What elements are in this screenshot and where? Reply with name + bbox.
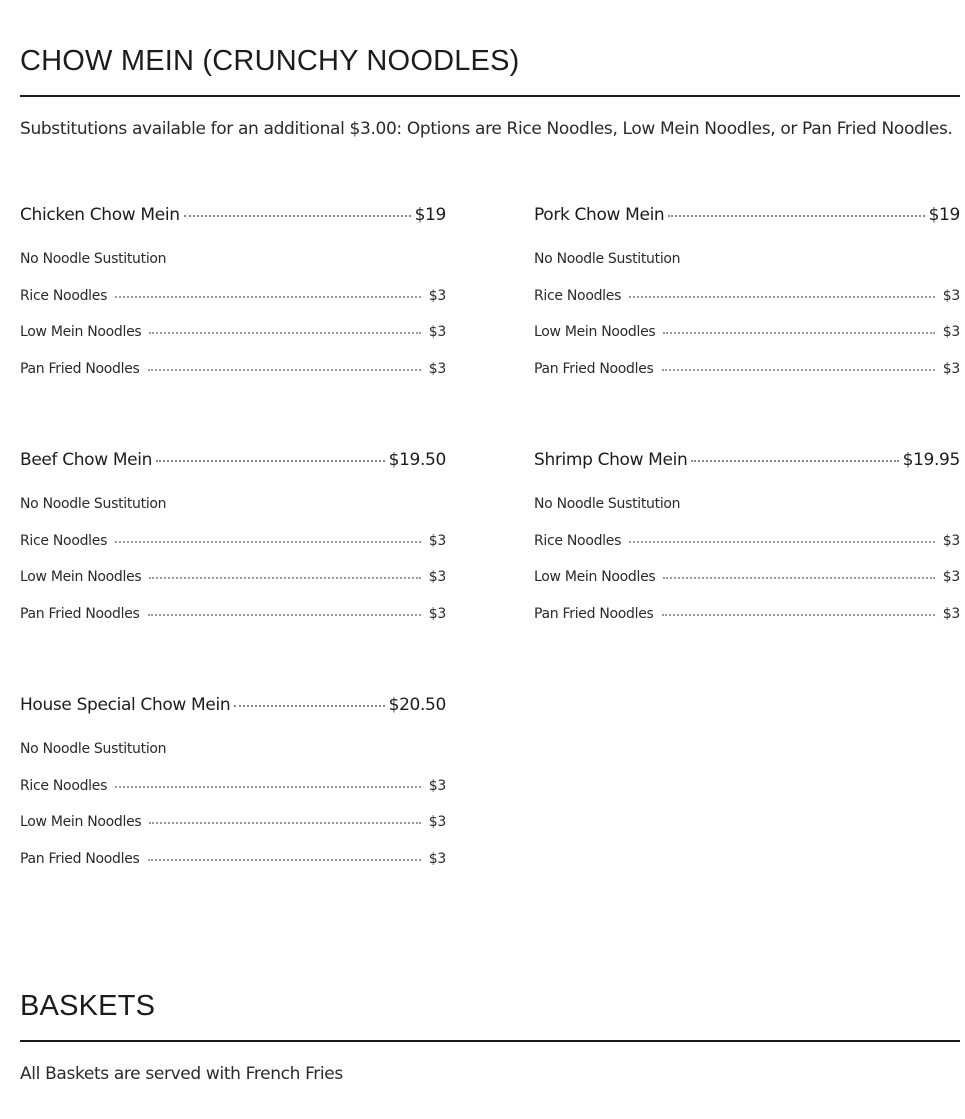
dot-leader [662, 369, 935, 371]
section-title-chow-mein: CHOW MEIN (CRUNCHY NOODLES) [20, 45, 520, 77]
option-price: $3 [942, 605, 960, 622]
substitution-option [534, 533, 960, 551]
section-description: All Baskets are served with French Fries [20, 1064, 343, 1084]
menu-item-chicken-chow-mein [20, 205, 446, 379]
menu-item-pork-chow-mein [534, 205, 960, 379]
item-name: Shrimp Chow Mein [534, 450, 688, 470]
dot-leader [691, 460, 898, 462]
dot-leader [668, 215, 924, 217]
option-name: Low Mein Noodles [534, 569, 656, 585]
no-substitution-note: No Noodle Sustitution [20, 741, 167, 757]
item-price: $19 [414, 205, 446, 225]
item-price: $19 [928, 205, 960, 225]
option-price: $3 [428, 814, 446, 830]
dot-leader [629, 296, 935, 298]
substitution-option [534, 569, 960, 587]
dot-leader [115, 296, 421, 298]
substitution-option [20, 324, 446, 342]
option-price: $3 [942, 532, 960, 549]
option-price: $3 [428, 569, 446, 585]
substitution-option [534, 606, 960, 624]
option-name: Low Mein Noodles [20, 324, 142, 340]
option-price: $3 [428, 532, 446, 549]
option-name: Low Mein Noodles [20, 814, 142, 830]
section-description: Substitutions available for an additional $3.00: Options are Rice Noodles, Low Mein Noodles, or Pan Fried Noodles. [20, 119, 953, 139]
option-name: Rice Noodles [20, 532, 108, 549]
substitution-option [20, 814, 446, 832]
dot-leader [149, 332, 420, 334]
dot-leader [184, 215, 411, 217]
dot-leader [149, 577, 420, 579]
item-header [20, 450, 446, 474]
substitution-option [534, 361, 960, 379]
option-name: Low Mein Noodles [534, 324, 656, 340]
substitution-option [20, 778, 446, 796]
dot-leader [663, 577, 934, 579]
menu-item-beef-chow-mein [20, 450, 446, 624]
item-price: $19.50 [388, 450, 446, 470]
option-name: Pan Fried Noodles [534, 360, 654, 377]
option-name: Pan Fried Noodles [20, 360, 140, 377]
item-name: House Special Chow Mein [20, 695, 231, 715]
option-price: $3 [428, 605, 446, 622]
option-price: $3 [428, 850, 446, 867]
option-name: Pan Fried Noodles [20, 605, 140, 622]
option-name: Pan Fried Noodles [20, 850, 140, 867]
dot-leader [148, 614, 421, 616]
no-substitution-note: No Noodle Sustitution [534, 496, 681, 512]
dot-leader [156, 460, 385, 462]
option-name: Pan Fried Noodles [534, 605, 654, 622]
dot-leader [629, 541, 935, 543]
option-price: $3 [428, 777, 446, 794]
dot-leader [149, 822, 420, 824]
substitution-option [534, 324, 960, 342]
option-name: Rice Noodles [20, 287, 108, 304]
section-title-baskets: BASKETS [20, 990, 156, 1022]
item-name: Pork Chow Mein [534, 205, 665, 225]
option-price: $3 [942, 324, 960, 340]
item-price: $19.95 [902, 450, 960, 470]
substitution-option [20, 361, 446, 379]
section-divider [20, 95, 960, 97]
dot-leader [662, 614, 935, 616]
item-price: $20.50 [388, 695, 446, 715]
option-name: Rice Noodles [20, 777, 108, 794]
item-header [534, 205, 960, 229]
item-name: Chicken Chow Mein [20, 205, 180, 225]
no-substitution-note: No Noodle Sustitution [20, 496, 167, 512]
no-substitution-note: No Noodle Sustitution [20, 251, 167, 267]
option-price: $3 [942, 287, 960, 304]
section-divider [20, 1040, 960, 1042]
option-name: Rice Noodles [534, 532, 622, 549]
substitution-option [534, 288, 960, 306]
item-header [20, 205, 446, 229]
option-name: Rice Noodles [534, 287, 622, 304]
menu-item-house-special-chow-mein [20, 695, 446, 869]
no-substitution-note: No Noodle Sustitution [534, 251, 681, 267]
substitution-option [20, 533, 446, 551]
option-name: Low Mein Noodles [20, 569, 142, 585]
option-price: $3 [942, 569, 960, 585]
item-name: Beef Chow Mein [20, 450, 153, 470]
item-header [20, 695, 446, 719]
option-price: $3 [428, 360, 446, 377]
substitution-option [20, 606, 446, 624]
menu-item-shrimp-chow-mein [534, 450, 960, 624]
option-price: $3 [942, 360, 960, 377]
substitution-option [20, 569, 446, 587]
option-price: $3 [428, 287, 446, 304]
dot-leader [234, 705, 384, 707]
dot-leader [663, 332, 934, 334]
substitution-option [20, 851, 446, 869]
dot-leader [115, 786, 421, 788]
substitution-option [20, 288, 446, 306]
dot-leader [115, 541, 421, 543]
option-price: $3 [428, 324, 446, 340]
item-header [534, 450, 960, 474]
dot-leader [148, 369, 421, 371]
dot-leader [148, 859, 421, 861]
